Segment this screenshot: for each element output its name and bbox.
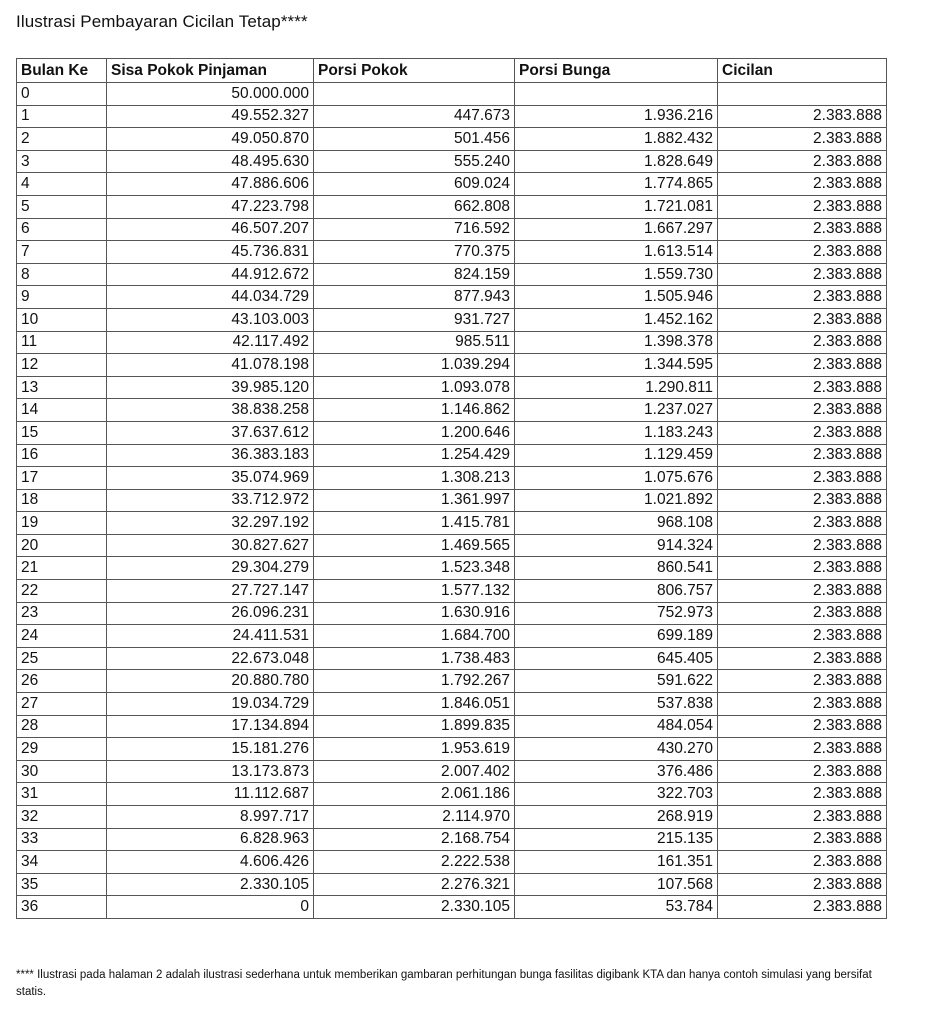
cell-porsi-pokok: 1.415.781: [314, 512, 515, 535]
cell-porsi-bunga: 322.703: [515, 783, 718, 806]
cell-porsi-bunga: 1.129.459: [515, 444, 718, 467]
table-row: [17, 851, 887, 874]
cell-porsi-bunga: 537.838: [515, 693, 718, 716]
cell-cicilan: 2.383.888: [718, 105, 887, 128]
cell-porsi-bunga: 1.774.865: [515, 173, 718, 196]
cell-porsi-bunga: 376.486: [515, 760, 718, 783]
cell-porsi-bunga: 591.622: [515, 670, 718, 693]
cell-porsi-pokok: 447.673: [314, 105, 515, 128]
cell-cicilan: 2.383.888: [718, 354, 887, 377]
table-row: [17, 241, 887, 264]
cell-bulan-ke: 27: [17, 693, 107, 716]
cell-porsi-bunga: 1.936.216: [515, 105, 718, 128]
cell-sisa-pokok: 17.134.894: [107, 715, 314, 738]
table-row: [17, 195, 887, 218]
cell-porsi-pokok: 1.846.051: [314, 693, 515, 716]
table-row: [17, 173, 887, 196]
cell-porsi-pokok: 2.330.105: [314, 896, 515, 919]
column-header-porsi-pokok: Porsi Pokok: [314, 59, 515, 83]
cell-porsi-bunga: 914.324: [515, 534, 718, 557]
cell-porsi-bunga: 484.054: [515, 715, 718, 738]
cell-bulan-ke: 7: [17, 241, 107, 264]
cell-cicilan: 2.383.888: [718, 489, 887, 512]
cell-sisa-pokok: 43.103.003: [107, 308, 314, 331]
table-body: [17, 83, 887, 919]
cell-sisa-pokok: 38.838.258: [107, 399, 314, 422]
table-row: [17, 828, 887, 851]
cell-cicilan: 2.383.888: [718, 828, 887, 851]
cell-sisa-pokok: 8.997.717: [107, 806, 314, 829]
cell-porsi-bunga: 215.135: [515, 828, 718, 851]
cell-porsi-bunga: 1.882.432: [515, 128, 718, 151]
cell-porsi-pokok: 1.953.619: [314, 738, 515, 761]
cell-porsi-pokok: 1.577.132: [314, 580, 515, 603]
cell-bulan-ke: 12: [17, 354, 107, 377]
table-row: [17, 263, 887, 286]
cell-porsi-pokok: 1.630.916: [314, 602, 515, 625]
cell-bulan-ke: 6: [17, 218, 107, 241]
table-row: [17, 128, 887, 151]
cell-sisa-pokok: 44.912.672: [107, 263, 314, 286]
cell-porsi-bunga: 1.721.081: [515, 195, 718, 218]
table-row: [17, 738, 887, 761]
cell-cicilan: 2.383.888: [718, 331, 887, 354]
footnote: **** Ilustrasi pada halaman 2 adalah ilustrasi sederhana untuk memberikan gambaran perhitungan bunga fasilitas digibank KTA dan hanya contoh simulasi yang bersifat statis.: [16, 969, 872, 998]
cell-porsi-bunga: 1.183.243: [515, 421, 718, 444]
cell-bulan-ke: 26: [17, 670, 107, 693]
cell-cicilan: 2.383.888: [718, 738, 887, 761]
table-row: [17, 693, 887, 716]
table-row: [17, 354, 887, 377]
table-row: [17, 625, 887, 648]
cell-porsi-bunga: 806.757: [515, 580, 718, 603]
cell-porsi-bunga: 430.270: [515, 738, 718, 761]
cell-sisa-pokok: 15.181.276: [107, 738, 314, 761]
cell-sisa-pokok: 0: [107, 896, 314, 919]
table-row: [17, 512, 887, 535]
table-row: [17, 399, 887, 422]
cell-bulan-ke: 23: [17, 602, 107, 625]
cell-sisa-pokok: 20.880.780: [107, 670, 314, 693]
cell-cicilan: 2.383.888: [718, 241, 887, 264]
cell-sisa-pokok: 2.330.105: [107, 873, 314, 896]
cell-bulan-ke: 36: [17, 896, 107, 919]
cell-porsi-pokok: 609.024: [314, 173, 515, 196]
cell-sisa-pokok: 42.117.492: [107, 331, 314, 354]
cell-sisa-pokok: 29.304.279: [107, 557, 314, 580]
cell-bulan-ke: 9: [17, 286, 107, 309]
cell-bulan-ke: 16: [17, 444, 107, 467]
cell-porsi-bunga: 645.405: [515, 647, 718, 670]
cell-cicilan: 2.383.888: [718, 602, 887, 625]
cell-sisa-pokok: 47.886.606: [107, 173, 314, 196]
cell-porsi-bunga: 1.505.946: [515, 286, 718, 309]
cell-cicilan: 2.383.888: [718, 647, 887, 670]
cell-cicilan: 2.383.888: [718, 150, 887, 173]
cell-sisa-pokok: 26.096.231: [107, 602, 314, 625]
table-row: [17, 286, 887, 309]
cell-porsi-pokok: 877.943: [314, 286, 515, 309]
cell-bulan-ke: 5: [17, 195, 107, 218]
cell-cicilan: 2.383.888: [718, 195, 887, 218]
cell-bulan-ke: 3: [17, 150, 107, 173]
cell-porsi-bunga: 1.398.378: [515, 331, 718, 354]
cell-sisa-pokok: 46.507.207: [107, 218, 314, 241]
cell-sisa-pokok: 11.112.687: [107, 783, 314, 806]
cell-porsi-pokok: 1.308.213: [314, 467, 515, 490]
column-header-cicilan: Cicilan: [718, 59, 887, 83]
cell-bulan-ke: 14: [17, 399, 107, 422]
cell-porsi-pokok: 1.899.835: [314, 715, 515, 738]
cell-sisa-pokok: 50.000.000: [107, 83, 314, 106]
table-row: [17, 896, 887, 919]
cell-bulan-ke: 21: [17, 557, 107, 580]
cell-porsi-pokok: 716.592: [314, 218, 515, 241]
cell-cicilan: 2.383.888: [718, 806, 887, 829]
cell-porsi-bunga: 107.568: [515, 873, 718, 896]
table-row: [17, 83, 887, 106]
cell-porsi-pokok: 2.222.538: [314, 851, 515, 874]
cell-cicilan: 2.383.888: [718, 399, 887, 422]
column-header-bulan-ke: Bulan Ke: [17, 59, 107, 83]
cell-bulan-ke: 22: [17, 580, 107, 603]
cell-cicilan: 2.383.888: [718, 286, 887, 309]
cell-sisa-pokok: 47.223.798: [107, 195, 314, 218]
cell-porsi-pokok: 1.792.267: [314, 670, 515, 693]
cell-sisa-pokok: 44.034.729: [107, 286, 314, 309]
table-row: [17, 783, 887, 806]
cell-porsi-bunga: 1.613.514: [515, 241, 718, 264]
cell-porsi-bunga: 1.075.676: [515, 467, 718, 490]
cell-bulan-ke: 29: [17, 738, 107, 761]
cell-bulan-ke: 17: [17, 467, 107, 490]
cell-cicilan: 2.383.888: [718, 580, 887, 603]
cell-porsi-pokok: 1.093.078: [314, 376, 515, 399]
cell-sisa-pokok: 6.828.963: [107, 828, 314, 851]
table-row: [17, 873, 887, 896]
cell-cicilan: 2.383.888: [718, 670, 887, 693]
cell-cicilan: 2.383.888: [718, 218, 887, 241]
cell-sisa-pokok: 30.827.627: [107, 534, 314, 557]
cell-porsi-pokok: 1.469.565: [314, 534, 515, 557]
cell-bulan-ke: 18: [17, 489, 107, 512]
table-row: [17, 105, 887, 128]
cell-porsi-pokok: 824.159: [314, 263, 515, 286]
cell-bulan-ke: 13: [17, 376, 107, 399]
cell-bulan-ke: 10: [17, 308, 107, 331]
cell-cicilan: 2.383.888: [718, 444, 887, 467]
cell-porsi-bunga: 752.973: [515, 602, 718, 625]
cell-porsi-pokok: 770.375: [314, 241, 515, 264]
cell-cicilan: 2.383.888: [718, 715, 887, 738]
table-row: [17, 376, 887, 399]
table-row: [17, 715, 887, 738]
cell-sisa-pokok: 45.736.831: [107, 241, 314, 264]
cell-bulan-ke: 15: [17, 421, 107, 444]
cell-bulan-ke: 30: [17, 760, 107, 783]
cell-bulan-ke: 1: [17, 105, 107, 128]
table-row: [17, 760, 887, 783]
cell-bulan-ke: 24: [17, 625, 107, 648]
cell-cicilan: [718, 83, 887, 106]
cell-sisa-pokok: 49.552.327: [107, 105, 314, 128]
table-row: [17, 218, 887, 241]
cell-porsi-bunga: 1.344.595: [515, 354, 718, 377]
cell-porsi-bunga: 1.290.811: [515, 376, 718, 399]
cell-cicilan: 2.383.888: [718, 173, 887, 196]
column-header-sisa-pokok: Sisa Pokok Pinjaman: [107, 59, 314, 83]
cell-cicilan: 2.383.888: [718, 534, 887, 557]
cell-porsi-pokok: 2.114.970: [314, 806, 515, 829]
table-row: [17, 602, 887, 625]
cell-cicilan: 2.383.888: [718, 693, 887, 716]
cell-porsi-pokok: 2.168.754: [314, 828, 515, 851]
cell-cicilan: 2.383.888: [718, 512, 887, 535]
cell-porsi-bunga: 1.559.730: [515, 263, 718, 286]
cell-cicilan: 2.383.888: [718, 851, 887, 874]
cell-porsi-bunga: 860.541: [515, 557, 718, 580]
cell-porsi-bunga: 1.452.162: [515, 308, 718, 331]
column-header-porsi-bunga: Porsi Bunga: [515, 59, 718, 83]
cell-bulan-ke: 31: [17, 783, 107, 806]
cell-sisa-pokok: 27.727.147: [107, 580, 314, 603]
cell-porsi-bunga: [515, 83, 718, 106]
cell-bulan-ke: 11: [17, 331, 107, 354]
cell-porsi-bunga: 161.351: [515, 851, 718, 874]
cell-sisa-pokok: 33.712.972: [107, 489, 314, 512]
cell-porsi-bunga: 1.237.027: [515, 399, 718, 422]
cell-porsi-pokok: 1.684.700: [314, 625, 515, 648]
table-row: [17, 670, 887, 693]
table-row: [17, 150, 887, 173]
cell-sisa-pokok: 48.495.630: [107, 150, 314, 173]
cell-porsi-bunga: 1.667.297: [515, 218, 718, 241]
cell-porsi-bunga: 699.189: [515, 625, 718, 648]
table-row: [17, 806, 887, 829]
table-row: [17, 534, 887, 557]
cell-bulan-ke: 32: [17, 806, 107, 829]
cell-bulan-ke: 34: [17, 851, 107, 874]
cell-bulan-ke: 8: [17, 263, 107, 286]
cell-bulan-ke: 4: [17, 173, 107, 196]
cell-bulan-ke: 20: [17, 534, 107, 557]
cell-cicilan: 2.383.888: [718, 467, 887, 490]
table-row: [17, 331, 887, 354]
cell-porsi-bunga: 1.828.649: [515, 150, 718, 173]
cell-cicilan: 2.383.888: [718, 896, 887, 919]
cell-bulan-ke: 28: [17, 715, 107, 738]
cell-bulan-ke: 2: [17, 128, 107, 151]
cell-sisa-pokok: 35.074.969: [107, 467, 314, 490]
cell-porsi-pokok: 1.738.483: [314, 647, 515, 670]
cell-porsi-pokok: 985.511: [314, 331, 515, 354]
table-row: [17, 489, 887, 512]
cell-porsi-pokok: 555.240: [314, 150, 515, 173]
cell-porsi-pokok: 1.254.429: [314, 444, 515, 467]
cell-porsi-bunga: 53.784: [515, 896, 718, 919]
cell-porsi-pokok: 931.727: [314, 308, 515, 331]
cell-cicilan: 2.383.888: [718, 376, 887, 399]
cell-porsi-pokok: 662.808: [314, 195, 515, 218]
cell-porsi-pokok: [314, 83, 515, 106]
cell-sisa-pokok: 32.297.192: [107, 512, 314, 535]
cell-bulan-ke: 33: [17, 828, 107, 851]
cell-sisa-pokok: 4.606.426: [107, 851, 314, 874]
cell-sisa-pokok: 22.673.048: [107, 647, 314, 670]
cell-porsi-pokok: 501.456: [314, 128, 515, 151]
cell-sisa-pokok: 19.034.729: [107, 693, 314, 716]
cell-porsi-pokok: 1.039.294: [314, 354, 515, 377]
cell-porsi-pokok: 1.200.646: [314, 421, 515, 444]
table-row: [17, 647, 887, 670]
table-row: [17, 467, 887, 490]
cell-bulan-ke: 0: [17, 83, 107, 106]
table-row: [17, 421, 887, 444]
cell-cicilan: 2.383.888: [718, 760, 887, 783]
cell-sisa-pokok: 13.173.873: [107, 760, 314, 783]
cell-bulan-ke: 25: [17, 647, 107, 670]
cell-sisa-pokok: 39.985.120: [107, 376, 314, 399]
page-title: Ilustrasi Pembayaran Cicilan Tetap****: [16, 12, 308, 31]
table-row: [17, 580, 887, 603]
cell-porsi-pokok: 1.146.862: [314, 399, 515, 422]
cell-porsi-bunga: 968.108: [515, 512, 718, 535]
cell-cicilan: 2.383.888: [718, 308, 887, 331]
cell-sisa-pokok: 41.078.198: [107, 354, 314, 377]
table-header-row: [17, 59, 887, 83]
cell-sisa-pokok: 49.050.870: [107, 128, 314, 151]
cell-cicilan: 2.383.888: [718, 625, 887, 648]
table-row: [17, 308, 887, 331]
cell-cicilan: 2.383.888: [718, 263, 887, 286]
cell-porsi-pokok: 2.061.186: [314, 783, 515, 806]
cell-cicilan: 2.383.888: [718, 783, 887, 806]
cell-sisa-pokok: 37.637.612: [107, 421, 314, 444]
cell-sisa-pokok: 24.411.531: [107, 625, 314, 648]
cell-porsi-pokok: 2.276.321: [314, 873, 515, 896]
cell-cicilan: 2.383.888: [718, 128, 887, 151]
cell-porsi-bunga: 1.021.892: [515, 489, 718, 512]
installment-schedule-table: [16, 58, 887, 919]
cell-porsi-bunga: 268.919: [515, 806, 718, 829]
cell-porsi-pokok: 1.523.348: [314, 557, 515, 580]
cell-cicilan: 2.383.888: [718, 421, 887, 444]
cell-bulan-ke: 19: [17, 512, 107, 535]
cell-cicilan: 2.383.888: [718, 557, 887, 580]
cell-sisa-pokok: 36.383.183: [107, 444, 314, 467]
table-row: [17, 444, 887, 467]
cell-porsi-pokok: 2.007.402: [314, 760, 515, 783]
cell-bulan-ke: 35: [17, 873, 107, 896]
cell-porsi-pokok: 1.361.997: [314, 489, 515, 512]
cell-cicilan: 2.383.888: [718, 873, 887, 896]
table-row: [17, 557, 887, 580]
